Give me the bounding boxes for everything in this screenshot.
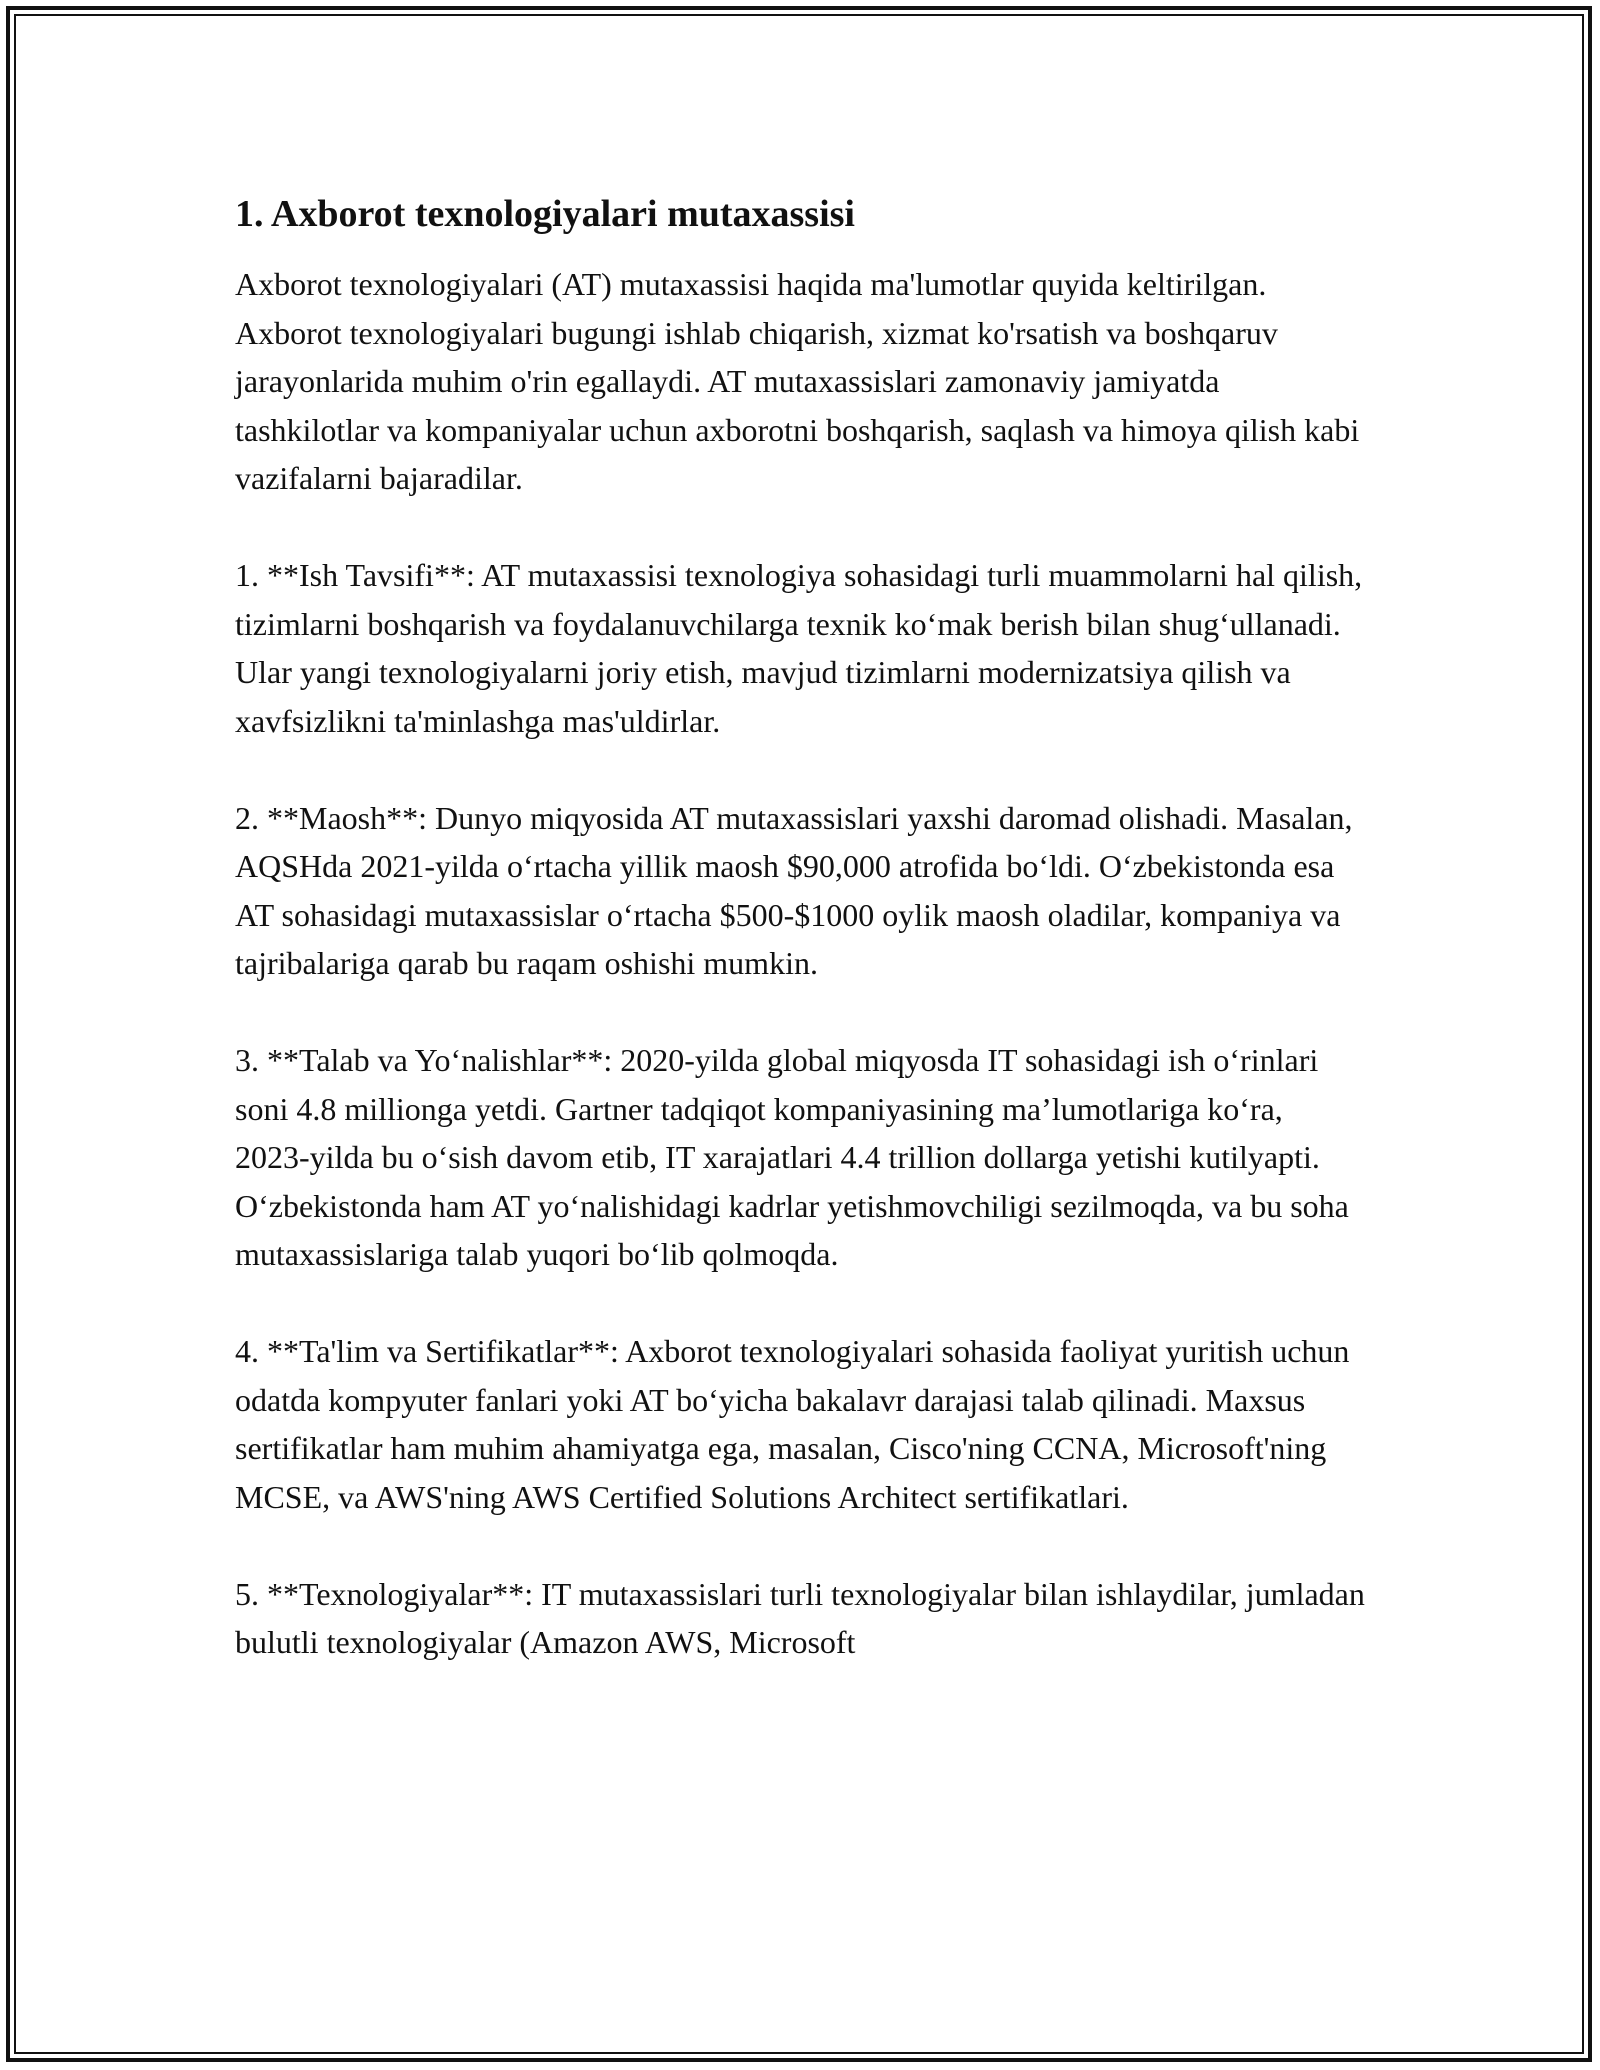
paragraph-maosh: 2. **Maosh**: Dunyo miqyosida AT mutaxassislari yaxshi daromad olishadi. Masalan, AQSHda 2021-yilda o‘rtacha yillik maosh $90,000 atrofida bo‘ldi. O‘zbekistonda esa AT sohasidagi mutaxassislar o‘rtacha $500-$1000 oylik maosh oladilar, kompaniya va tajribalariga qarab bu raqam oshishi mumkin. <box>235 799 1353 981</box>
paragraph-texnologiyalar: 5. **Texnologiyalar**: IT mutaxassislari turli texnologiyalar bilan ishlaydilar, jumladan bulutli texnologiyalar (Amazon AWS, Microsoft <box>235 1575 1365 1660</box>
paragraph-talim: 4. **Ta'lim va Sertifikatlar**: Axborot texnologiyalari sohasida faoliyat yuritish uchun odatda kompyuter fanlari yoki AT bo‘yicha bakalavr darajasi talab qilinadi. Maxsus sertifikatlar ham muhim ahamiyatga ega, masalan, Cisco'ning CCNA, Microsoft'ning MCSE, va AWS'ning AWS Certified Solutions Architect sertifikatlari. <box>235 1333 1350 1515</box>
intro-paragraph: Axborot texnologiyalari (AT) mutaxassisi haqida ma'lumotlar quyida keltirilgan. Axborot texnologiyalari bugungi ishlab chiqarish, xizmat ko'rsatish va boshqaruv jarayonlarida muhim o'rin egallaydi. AT mutaxassislari zamonaviy jamiyatda tashkilotlar va kompaniyalar uchun axborotni boshqarish, saqlash va himoya qilish kabi vazifalarni bajaradilar. <box>235 266 1360 496</box>
paragraph-ish-tavsifi: 1. **Ish Tavsifi**: AT mutaxassisi texnologiya sohasidagi turli muammolarni hal qilish, tizimlarni boshqarish va foydalanuvchilarga texnik ko‘mak berish bilan shug‘ullanadi. Ular yangi texnologiyalarni joriy etish, mavjud tizimlarni modernizatsiya qilish va xavfsizlikni ta'minlashga mas'uldirlar. <box>235 557 1363 739</box>
document-body <box>235 188 1365 1667</box>
paragraph-talab: 3. **Talab va Yo‘nalishlar**: 2020-yilda global miqyosda IT sohasidagi ish o‘rinlari soni 4.8 millionga yetdi. Gartner tadqiqot kompaniyasining ma’lumotlariga ko‘ra, 2023-yilda bu o‘sish davom etib, IT xarajatlari 4.4 trillion dollarga yetishi kutilyapti. O‘zbekistonda ham AT yo‘nalishidagi kadrlar yetishmovchiligi sezilmoqda, va bu soha mutaxassislariga talab yuqori bo‘lib qolmoqda. <box>235 1042 1349 1272</box>
document-title: 1. Axborot texnologiyalari mutaxassisi <box>235 193 855 235</box>
